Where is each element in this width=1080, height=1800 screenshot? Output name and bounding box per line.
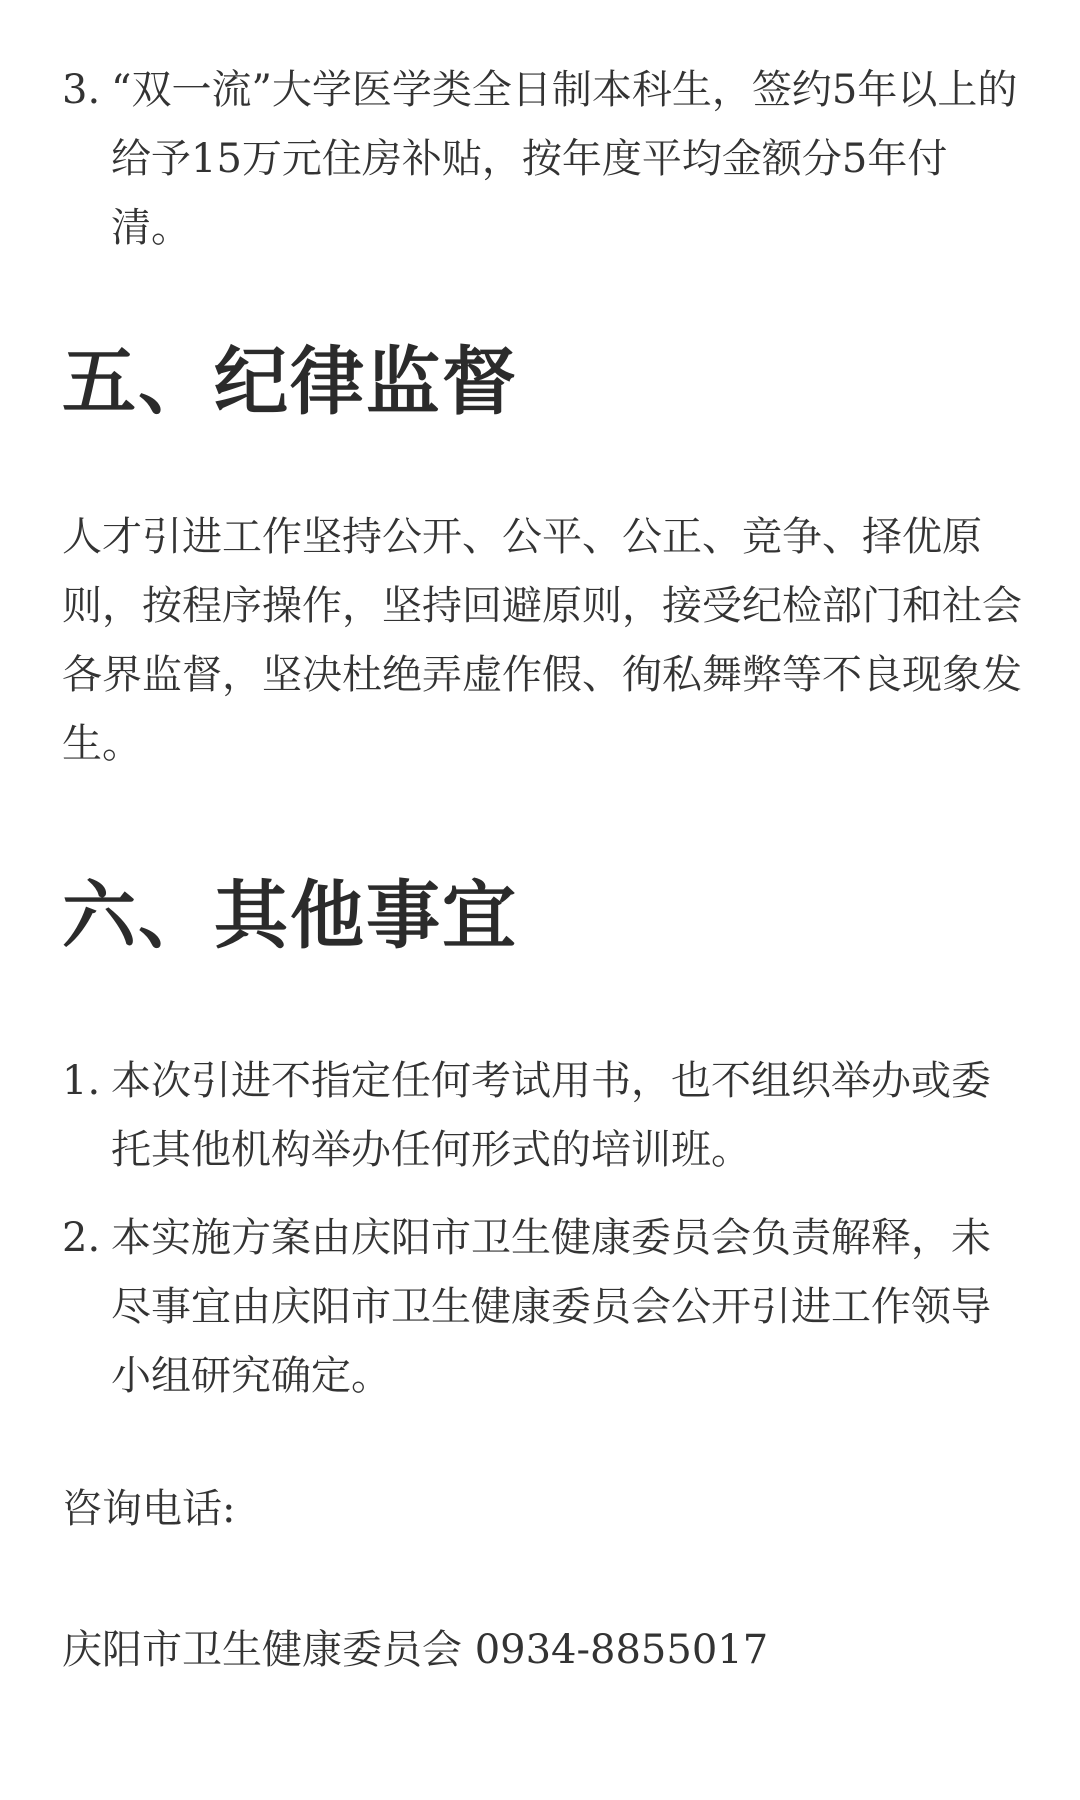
list-item — [62, 1204, 1022, 1411]
list-item-number: 2. — [62, 1215, 101, 1261]
list-item-number: 3. — [62, 67, 101, 113]
section-heading-discipline: 五、纪律监督 — [62, 339, 518, 425]
list-item-number: 1. — [62, 1058, 101, 1104]
contact-label: 咨询电话: — [62, 1486, 236, 1532]
list-item — [62, 56, 1022, 263]
list-item — [62, 1047, 1022, 1185]
section-heading-other-matters: 六、其他事宜 — [62, 873, 518, 959]
other-matters-list — [62, 1047, 1022, 1411]
list-item-text: “双一流”大学医学类全日制本科生，签约5年以上的给予15万元住房补贴，按年度平均金额分5年付清。 — [111, 67, 1018, 251]
list-item-text: 本次引进不指定任何考试用书，也不组织举办或委托其他机构举办任何形式的培训班。 — [111, 1058, 991, 1173]
subsidy-list — [62, 56, 1022, 263]
list-item-text: 本实施方案由庆阳市卫生健康委员会负责解释，未尽事宜由庆阳市卫生健康委员会公开引进工作领导小组研究确定。 — [111, 1215, 991, 1399]
contact-phone-line: 庆阳市卫生健康委员会 0934-8855017 — [62, 1627, 769, 1673]
discipline-paragraph: 人才引进工作坚持公开、公平、公正、竞争、择优原则，按程序操作，坚持回避原则，接受纪检部门和社会各界监督，坚决杜绝弄虚作假、徇私舞弊等不良现象发生。 — [62, 514, 1022, 767]
